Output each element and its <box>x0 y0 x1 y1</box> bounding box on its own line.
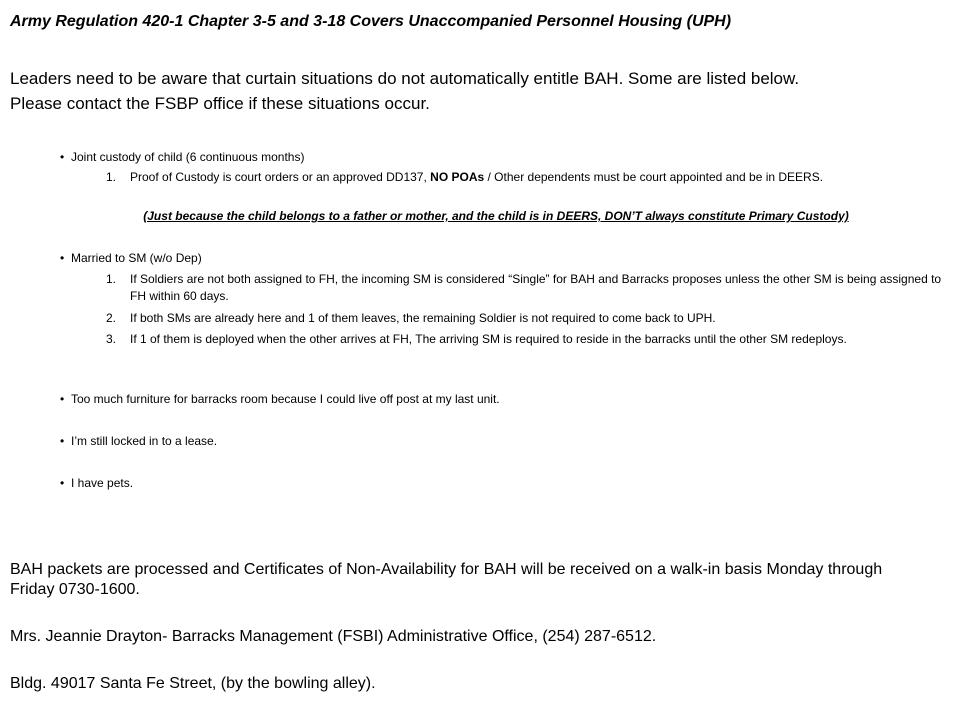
page-title: Army Regulation 420-1 Chapter 3-5 and 3-18 Covers Unaccompanied Personnel Housing (UPH) <box>10 13 732 30</box>
item-text-b: / Other dependents must be court appointed and be in DEERS. <box>484 170 824 184</box>
list-item-married-3 <box>106 331 960 348</box>
bullet-marker: • <box>60 476 65 490</box>
bullet-text: I’m still locked in to a lease. <box>71 434 218 448</box>
item-number: 2. <box>106 311 117 325</box>
bullet-lease <box>60 433 217 449</box>
item-text: If both SMs are already here and 1 of them leaves, the remaining Soldier is not required to come back to UPH. <box>130 311 716 325</box>
item-number: 3. <box>106 332 117 346</box>
bullet-married-to-sm <box>60 250 202 266</box>
custody-note: (Just because the child belongs to a father or mother, and the child is in DEERS, DON’T always constitute Primary Custody) <box>143 209 849 223</box>
footer-contact: Mrs. Jeannie Drayton- Barracks Management (FSBI) Administrative Office, (254) 287-6512. <box>10 628 657 645</box>
bullet-joint-custody <box>60 149 304 165</box>
item-number: 1. <box>106 170 117 184</box>
list-item-married-2 <box>106 310 960 327</box>
footer-address: Bldg. 49017 Santa Fe Street, (by the bowling alley). <box>10 675 376 692</box>
bullet-text: Joint custody of child (6 continuous months) <box>71 150 305 164</box>
list-item-custody-1 <box>106 169 960 186</box>
item-text-a: Proof of Custody is court orders or an approved DD137, <box>130 170 431 184</box>
no-poas-emphasis: NO POAs <box>430 170 485 184</box>
intro-line-2: Please contact the FSBP office if these situations occur. <box>10 94 430 113</box>
list-item-married-1 <box>106 271 960 305</box>
bullet-marker: • <box>60 434 65 448</box>
bullet-marker: • <box>60 251 65 265</box>
bullet-text: I have pets. <box>71 476 134 490</box>
item-text: If 1 of them is deployed when the other arrives at FH, The arriving SM is required to reside in the barracks until the other SM redeploys. <box>130 332 847 346</box>
bullet-marker: • <box>60 392 65 406</box>
bullet-marker: • <box>60 150 65 164</box>
footer-hours: BAH packets are processed and Certificates of Non-Availability for BAH will be received on a walk-in basis Monday through Friday 0730-1600. <box>10 561 883 598</box>
bullet-text: Married to SM (w/o Dep) <box>71 251 202 265</box>
item-number: 1. <box>106 272 117 286</box>
bullet-pets <box>60 475 133 491</box>
item-text: If Soldiers are not both assigned to FH, the incoming SM is considered “Single” for BAH and Barracks proposes unless the other SM is being assigned to FH within 60 days. <box>130 272 942 303</box>
intro-line-1: Leaders need to be aware that curtain situations do not automatically entitle BAH. Some are listed below. <box>10 69 800 88</box>
bullet-furniture <box>60 391 500 407</box>
bullet-text: Too much furniture for barracks room because I could live off post at my last unit. <box>71 392 500 406</box>
